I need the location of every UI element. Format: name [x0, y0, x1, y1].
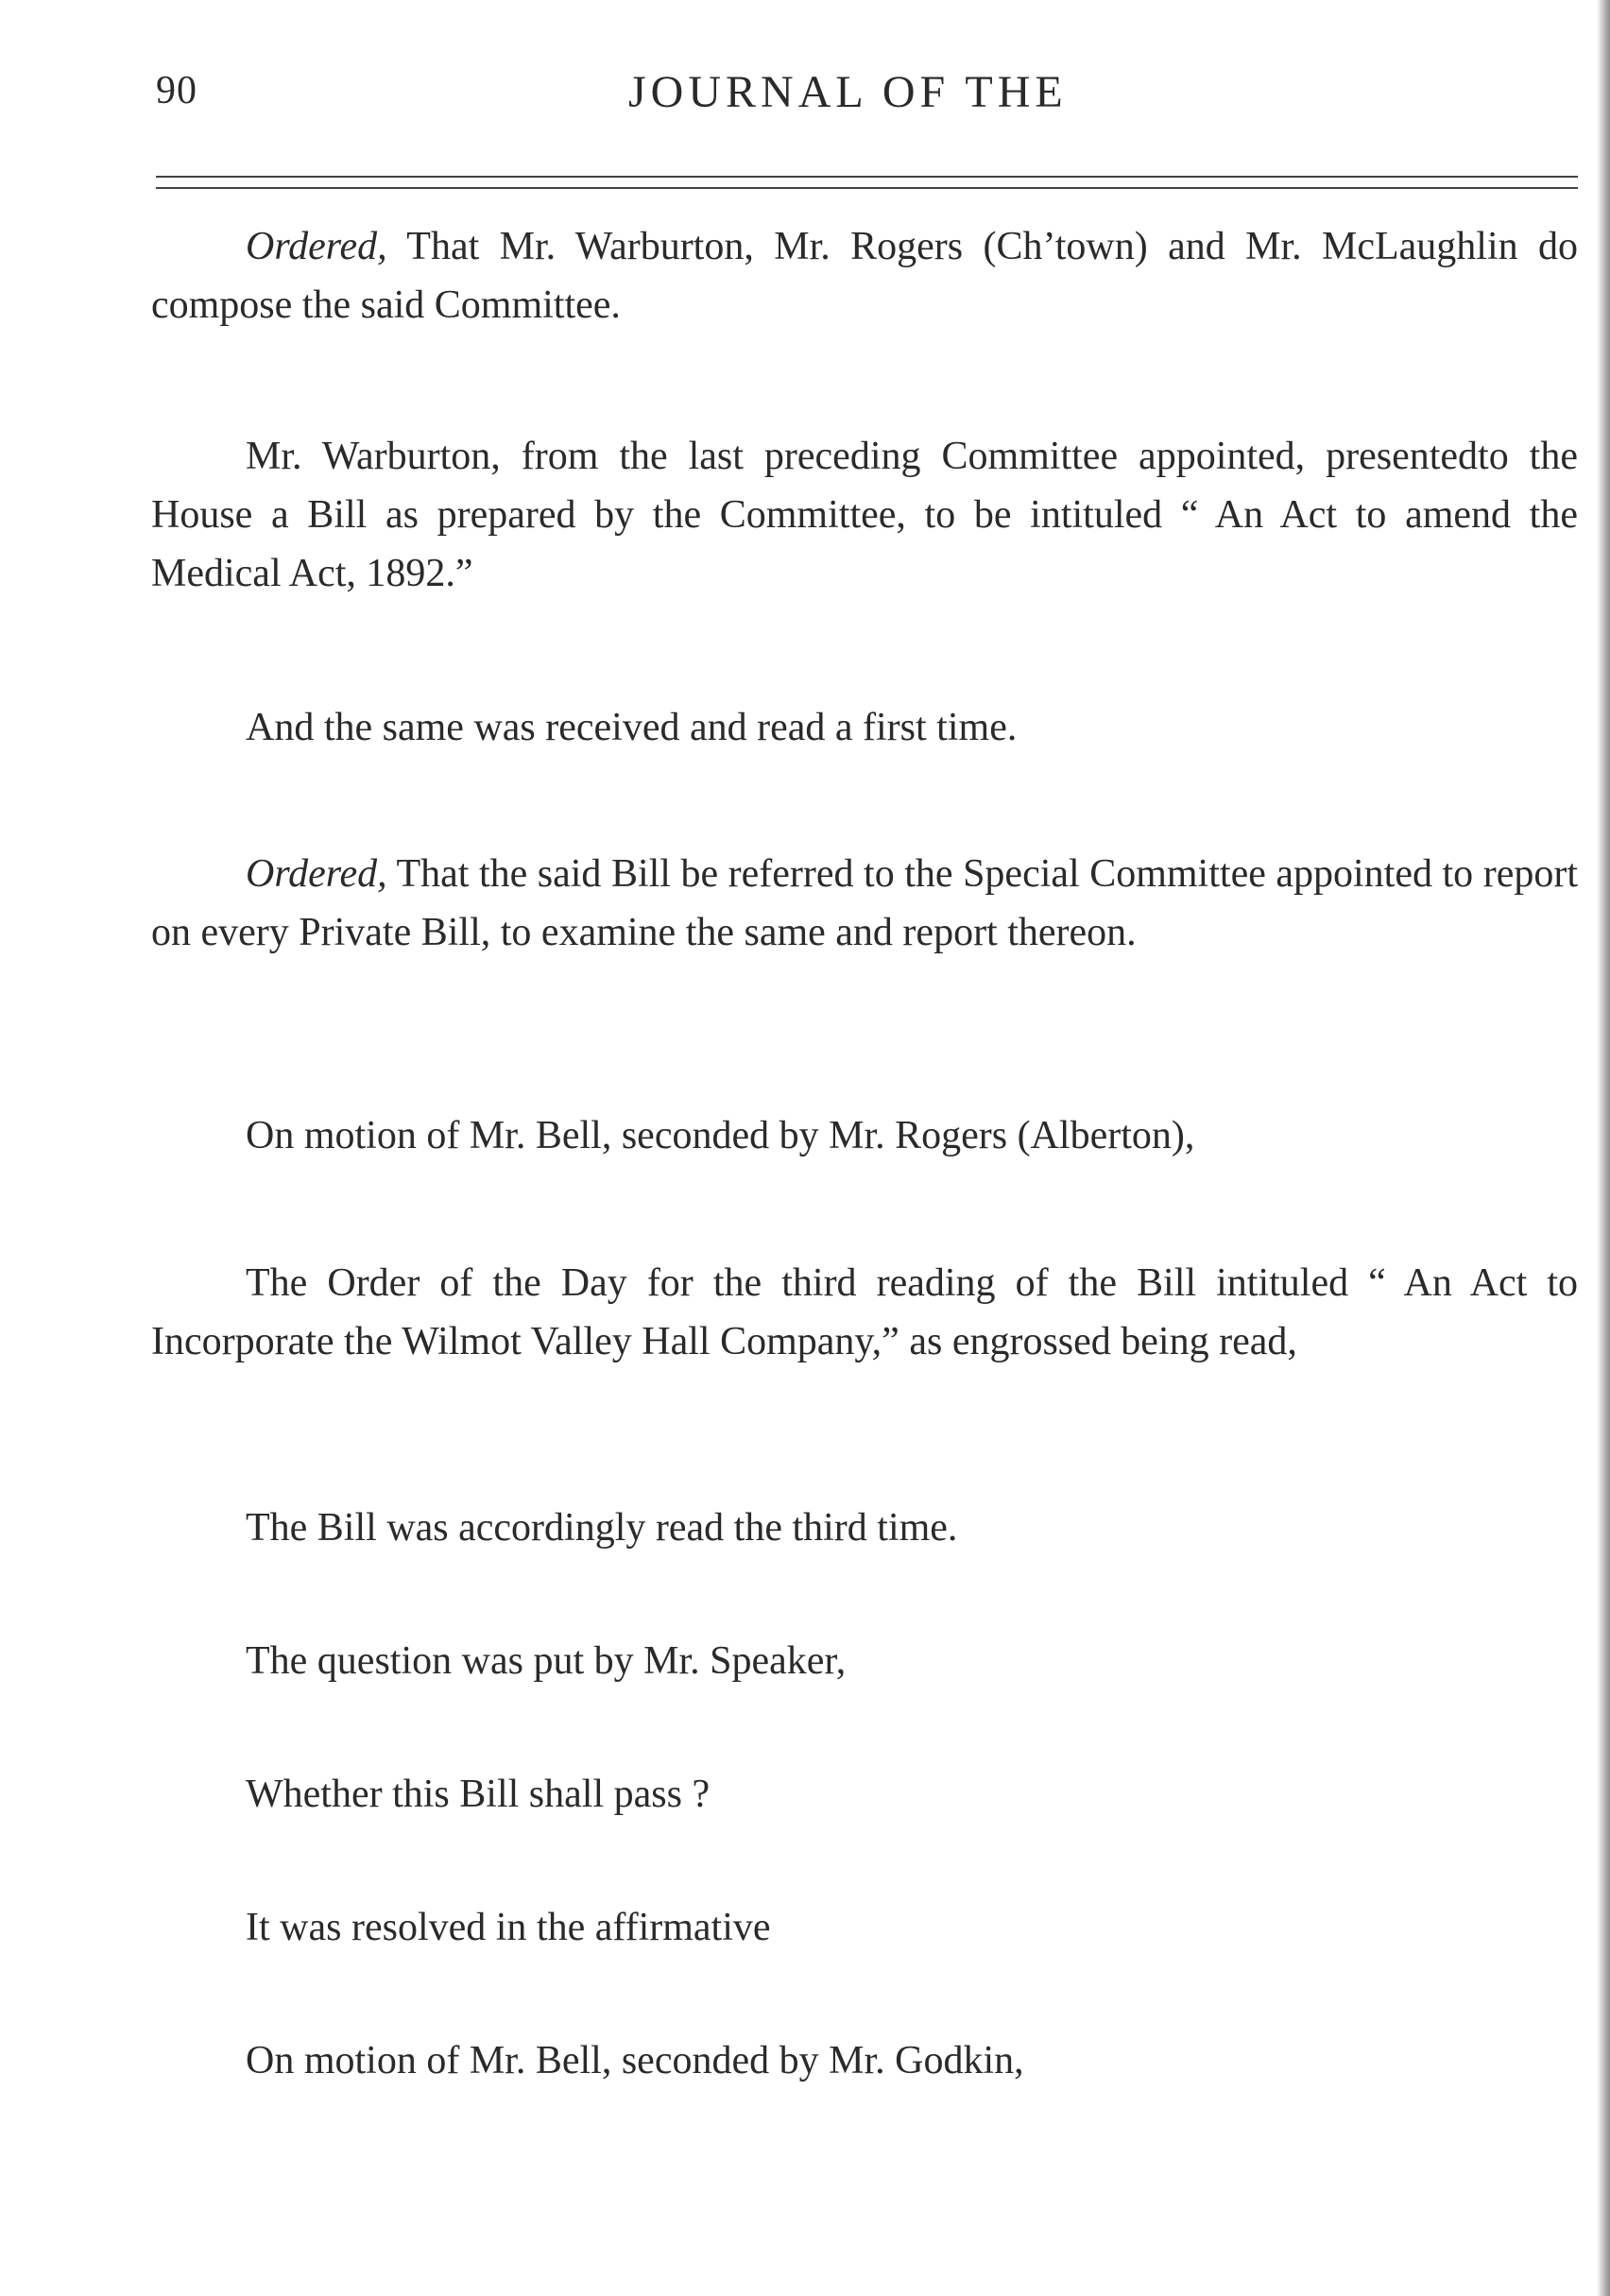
paragraph-text: On motion of Mr. Bell, seconded by Mr. Rogers (Alberton),: [246, 1114, 1195, 1157]
paragraph-ordered-committee: [151, 217, 1578, 334]
paragraph-text: Whether this Bill shall pass ?: [246, 1773, 711, 1816]
page-edge-shadow: [1597, 0, 1610, 2296]
paragraph-third-reading: [151, 1499, 1578, 1557]
paragraph-text: And the same was received and read a first time.: [246, 706, 1018, 749]
paragraph-text: It was resolved in the affirmative: [246, 1906, 771, 1949]
running-head: JOURNAL OF THE: [628, 67, 1068, 117]
paragraph-ordered-referral: [151, 845, 1578, 962]
paragraph-question-put: [151, 1632, 1578, 1690]
header-rule-bottom: [156, 187, 1578, 189]
header-rule-top: [156, 176, 1578, 178]
paragraph-order-of-day: [151, 1254, 1578, 1371]
paragraph-text: That Mr. Warburton, Mr. Rogers (Ch’town) and Mr. McLaughlin do compose the said Committee.: [151, 225, 1578, 327]
paragraph-first-reading: [151, 698, 1578, 757]
paragraph-text: The Order of the Day for the third reading of the Bill intituled “ An Act to Incorporate the Wilmot Valley Hall Company,” as engrossed being read,: [151, 1261, 1578, 1363]
italic-lead: Ordered,: [246, 852, 387, 896]
italic-lead: Ordered,: [246, 225, 387, 268]
paragraph-text: The question was put by Mr. Speaker,: [246, 1639, 847, 1683]
paragraph-motion-bell-godkin: [151, 2031, 1578, 2090]
paragraph-text: That the said Bill be referred to the Special Committee appointed to report on every Private Bill, to examine the same and report thereon.: [151, 852, 1578, 954]
paragraph-text: The Bill was accordingly read the third time.: [246, 1506, 958, 1550]
page-number: 90: [156, 69, 197, 112]
paragraph-resolved: [151, 1898, 1578, 1957]
paragraph-motion-bell-rogers: [151, 1106, 1578, 1165]
paragraph-whether-pass: [151, 1765, 1578, 1824]
paragraph-text: Mr. Warburton, from the last preceding Committee appointed, presentedto the House a Bill as prepared by the Committee, to be intituled “ An Act to amend the Medical Act, 1892.”: [151, 435, 1578, 595]
paragraph-bill-presented: [151, 427, 1578, 603]
paragraph-text: On motion of Mr. Bell, seconded by Mr. Godkin,: [246, 2039, 1024, 2082]
